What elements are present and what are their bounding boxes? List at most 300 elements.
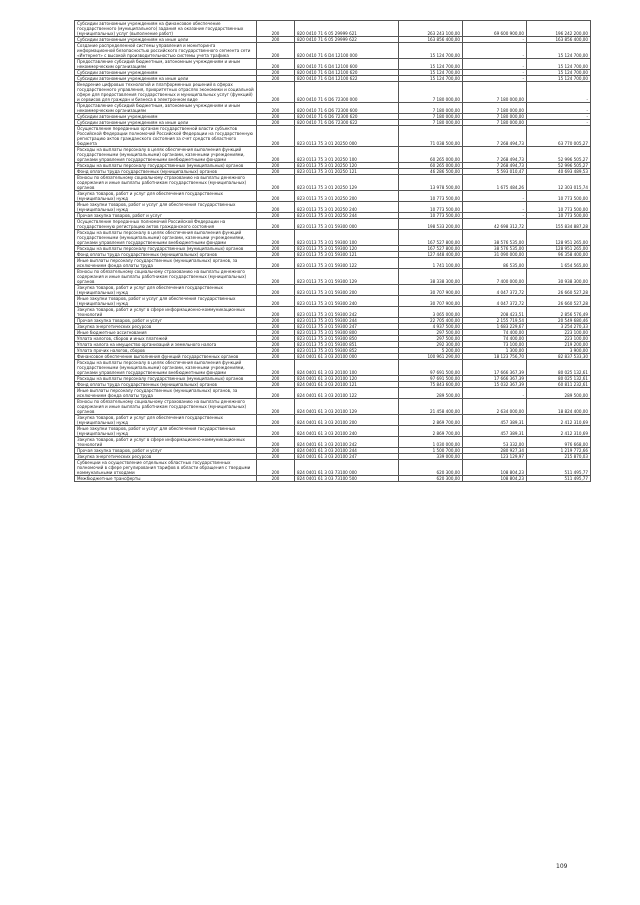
row-code-cell: 200 [257,163,295,169]
table-row [75,476,591,482]
row-name-cell: Осуществление переданных органам государственной власти субъектов Российской Федерации полномочий Российской Федерации на государственную регистрацию актов гражданского состояния за счет средств областного бюджета [75,126,257,147]
row-name-cell: Субсидии автономным учреждениям на иные цели [75,37,257,43]
row-unexecuted-cell: 26 660 527,28 [527,285,591,296]
table-row [75,258,591,269]
row-code-cell: 200 [257,336,295,342]
table-row [75,114,591,120]
row-executed-cell: 17 666 367,39 [463,376,527,382]
table-row [75,296,591,307]
row-name-cell: Межбюджетные трансферты [75,476,257,482]
row-kbk-cell: 824 0401 61 3 03 73100 500 [295,476,399,482]
row-executed-cell: 4 047 372,72 [463,296,527,307]
row-approved-cell: 10 773 500,00 [399,213,463,219]
row-kbk-cell: 824 0401 61 3 03 20100 242 [295,437,399,448]
row-code-cell: 200 [257,454,295,460]
table-row [75,318,591,324]
row-code-cell: 200 [257,258,295,269]
row-unexecuted-cell: 163 856 400,00 [527,37,591,43]
row-unexecuted-cell: 10 773 500,00 [527,213,591,219]
row-name-cell: Прочая закупка товаров, работ и услуг [75,318,257,324]
row-approved-cell: 289 500,00 [399,388,463,399]
row-code-cell: 200 [257,76,295,82]
row-kbk-cell: 820 0410 71 6 D4 12100 000 [295,43,399,59]
row-approved-cell: 2 869 700,00 [399,415,463,426]
row-unexecuted-cell: - [527,82,591,103]
row-executed-cell: 42 698 312,72 [463,219,527,230]
row-approved-cell: 71 038 500,00 [399,126,463,147]
row-unexecuted-cell: 155 834 887,28 [527,219,591,230]
row-unexecuted-cell: 96 358 400,00 [527,252,591,258]
table-row [75,103,591,114]
row-name-cell: Субсидии автономным учреждениям на финансовое обеспечение государственного (муниципального) задания на оказание государственных (муниципальных) услуг (выполнение работ) [75,21,257,37]
row-executed-cell: 7 180 000,00 [463,120,527,126]
row-unexecuted-cell: 223 100,00 [527,330,591,336]
row-code-cell: 200 [257,388,295,399]
row-approved-cell: 1 741 100,00 [399,258,463,269]
row-executed-cell: 69 600 900,00 [463,21,527,37]
row-kbk-cell: 823 0113 75 3 01 59300 121 [295,252,399,258]
row-code-cell: 200 [257,191,295,202]
row-kbk-cell: 823 0113 75 3 01 20250 240 [295,202,399,213]
row-code-cell: 200 [257,120,295,126]
row-name-cell: Закупка энергетических ресурсов [75,454,257,460]
row-code-cell: 200 [257,59,295,70]
row-approved-cell: 620 300,00 [399,476,463,482]
row-executed-cell: - [463,43,527,59]
row-name-cell: Расходы на выплаты персоналу государственных (муниципальных) органов [75,163,257,169]
row-name-cell: Осуществление переданных полномочий Российской Федерации на государственную регистрацию актов гражданского состояния [75,219,257,230]
row-kbk-cell: 823 0113 75 3 01 59300 129 [295,269,399,285]
row-unexecuted-cell: 30 938 300,00 [527,269,591,285]
row-code-cell: 200 [257,399,295,415]
row-executed-cell: - [463,70,527,76]
row-code-cell: 200 [257,103,295,114]
row-kbk-cell: 820 0410 71 6 05 29999 621 [295,21,399,37]
row-kbk-cell: 820 0410 71 6 D6 72300 620 [295,114,399,120]
table-row [75,342,591,348]
row-kbk-cell: 823 0113 75 3 01 59300 240 [295,296,399,307]
table-row [75,230,591,246]
row-kbk-cell: 823 0113 75 3 01 59300 247 [295,324,399,330]
row-name-cell: Субсидии автономным учреждениям [75,114,257,120]
table-row [75,59,591,70]
row-code-cell: 200 [257,43,295,59]
row-approved-cell: 7 180 000,00 [399,114,463,120]
row-executed-cell: 7 180 000,00 [463,82,527,103]
row-executed-cell: 86 535,00 [463,258,527,269]
row-name-cell: Расходы на выплаты персоналу государственных (муниципальных) органов [75,246,257,252]
row-code-cell: 200 [257,219,295,230]
row-code-cell: 200 [257,82,295,103]
row-kbk-cell: 824 0401 61 3 03 20100 247 [295,454,399,460]
row-name-cell: Создание распределенной системы управления и мониторинга информационной безопасностью российского государственного сегмента сети «Интернет» с высокой производительностью системы учета трафика [75,43,257,59]
row-code-cell: 200 [257,126,295,147]
row-kbk-cell: 820 0410 71 6 D4 12100 620 [295,70,399,76]
row-executed-cell: 5 593 010,47 [463,169,527,175]
row-approved-cell: 10 773 500,00 [399,202,463,213]
row-kbk-cell: 820 0410 71 6 D4 12100 622 [295,76,399,82]
row-executed-cell: 74 400,00 [463,330,527,336]
row-executed-cell: 457 389,31 [463,415,527,426]
row-code-cell: 200 [257,437,295,448]
row-name-cell: Иные закупки товаров, работ и услуг для обеспечения государственных (муниципальных) нужд [75,296,257,307]
row-kbk-cell: 823 0113 75 3 01 59300 242 [295,307,399,318]
row-kbk-cell: 824 0401 61 3 03 20100 120 [295,376,399,382]
row-name-cell: Закупка товаров, работ и услуг в сфере информационно-коммуникационных технологий [75,307,257,318]
row-name-cell: Субсидии автономным учреждениям на иные цели [75,76,257,82]
row-executed-cell: 7 268 494,73 [463,126,527,147]
row-code-cell: 200 [257,269,295,285]
row-unexecuted-cell: 215 870,03 [527,454,591,460]
row-unexecuted-cell: 20 549 680,46 [527,318,591,324]
row-name-cell: Закупка товаров, работ и услуг в сфере информационно-коммуникационных технологий [75,437,257,448]
row-unexecuted-cell: 12 303 015,74 [527,175,591,191]
budget-table-body [75,21,591,482]
row-code-cell: 200 [257,342,295,348]
row-executed-cell: 1 683 229,67 [463,324,527,330]
row-executed-cell: 108 804,23 [463,460,527,476]
row-code-cell: 200 [257,37,295,43]
row-executed-cell: 38 576 535,00 [463,246,527,252]
row-unexecuted-cell: 10 773 500,00 [527,191,591,202]
row-approved-cell: 620 300,00 [399,460,463,476]
row-unexecuted-cell: 128 951 265,00 [527,230,591,246]
table-row [75,307,591,318]
row-unexecuted-cell: 26 660 527,28 [527,296,591,307]
row-approved-cell: 167 527 800,00 [399,246,463,252]
row-code-cell: 200 [257,147,295,163]
row-name-cell: Расходы на выплаты персоналу в целях обеспечения выполнения функций государственными (муниципальными) органами, казенными учреждениями, органами управления государственными внебюджетными фондами [75,147,257,163]
row-kbk-cell: 823 0113 75 3 01 59300 200 [295,285,399,296]
row-executed-cell: - [463,59,527,70]
row-unexecuted-cell: 15 124 700,00 [527,76,591,82]
row-unexecuted-cell: 511 495,77 [527,476,591,482]
row-kbk-cell: 823 0113 75 3 01 20250 129 [295,175,399,191]
row-executed-cell: - [463,191,527,202]
table-row [75,399,591,415]
row-approved-cell: 7 180 000,00 [399,82,463,103]
row-executed-cell: 280 927,34 [463,448,527,454]
row-name-cell: Иные бюджетные ассигнования [75,330,257,336]
row-unexecuted-cell: 2 412 310,69 [527,426,591,437]
row-executed-cell: 15 032 367,39 [463,382,527,388]
row-kbk-cell: 823 0113 75 3 01 59300 852 [295,348,399,354]
row-name-cell: Расходы на выплаты персоналу в целях обеспечения выполнения функций государственными (муниципальными) органами, казенными учреждениями, органами управления государственными внебюджетными фондами [75,230,257,246]
row-unexecuted-cell: 1 654 565,00 [527,258,591,269]
row-approved-cell: 7 180 000,00 [399,120,463,126]
table-row [75,175,591,191]
row-executed-cell: 7 268 494,73 [463,147,527,163]
row-unexecuted-cell: 1 219 772,66 [527,448,591,454]
row-code-cell: 200 [257,415,295,426]
row-kbk-cell: 820 0410 71 6 D6 72300 000 [295,82,399,103]
row-code-cell: 200 [257,252,295,258]
row-executed-cell: 1 675 484,26 [463,175,527,191]
table-row [75,285,591,296]
row-unexecuted-cell: 60 811 232,61 [527,382,591,388]
row-unexecuted-cell: 3 254 270,33 [527,324,591,330]
row-executed-cell: 7 180 000,00 [463,103,527,114]
row-kbk-cell: 823 0113 75 3 01 59300 122 [295,258,399,269]
table-row [75,191,591,202]
table-row [75,163,591,169]
row-code-cell: 200 [257,70,295,76]
row-kbk-cell: 823 0113 75 3 01 59300 850 [295,336,399,342]
row-name-cell: Закупка энергетических ресурсов [75,324,257,330]
row-code-cell: 200 [257,307,295,318]
row-code-cell: 200 [257,296,295,307]
row-executed-cell: 457 389,31 [463,426,527,437]
row-name-cell: Субвенции на осуществление отдельных областных государственных полномочий в сфере регулирования тарифов в области обращения с твердыми коммунальными отходами [75,460,257,476]
row-name-cell: Уплата налогов, сборов и иных платежей [75,336,257,342]
row-name-cell: Фонд оплаты труда государственных (муниципальных) органов [75,252,257,258]
row-kbk-cell: 823 0113 75 3 01 59300 851 [295,342,399,348]
row-kbk-cell: 820 0410 71 6 D4 12100 600 [295,59,399,70]
row-approved-cell: 10 773 500,00 [399,191,463,202]
row-unexecuted-cell: 82 837 533,30 [527,354,591,360]
row-name-cell: Иные выплаты персоналу государственных (муниципальных) органов, за исключением фонда оплаты труда [75,388,257,399]
row-code-cell: 200 [257,246,295,252]
row-code-cell: 200 [257,114,295,120]
row-kbk-cell: 823 0113 75 3 01 20250 121 [295,169,399,175]
row-kbk-cell: 823 0113 75 3 01 20250 244 [295,213,399,219]
row-code-cell: 200 [257,376,295,382]
row-name-cell: Закупка товаров, работ и услуг для обеспечения государственных (муниципальных) нужд [75,285,257,296]
row-executed-cell: 108 804,23 [463,476,527,482]
row-code-cell: 200 [257,460,295,476]
row-executed-cell: - [463,37,527,43]
row-unexecuted-cell: 976 668,00 [527,437,591,448]
row-kbk-cell: 824 0401 61 3 03 20100 000 [295,354,399,360]
page-number: 109 [556,863,568,870]
row-unexecuted-cell: 52 996 505,27 [527,147,591,163]
row-kbk-cell: 824 0401 61 3 03 20100 200 [295,415,399,426]
row-executed-cell: 53 332,00 [463,437,527,448]
table-row [75,448,591,454]
table-row [75,219,591,230]
row-unexecuted-cell: 80 025 132,61 [527,360,591,376]
row-approved-cell: 97 691 500,00 [399,360,463,376]
row-unexecuted-cell: 15 124 700,00 [527,43,591,59]
row-name-cell: Закупка товаров, работ и услуг для обеспечения государственных (муниципальных) нужд [75,415,257,426]
row-name-cell: Иные закупки товаров, работ и услуг для обеспечения государственных (муниципальных) нужд [75,202,257,213]
row-approved-cell: 100 961 290,00 [399,354,463,360]
row-code-cell: 200 [257,324,295,330]
table-row [75,252,591,258]
row-unexecuted-cell: - [527,114,591,120]
table-row [75,388,591,399]
table-row [75,354,591,360]
row-approved-cell: 21 458 400,00 [399,399,463,415]
row-executed-cell: 7 268 494,73 [463,163,527,169]
table-row [75,21,591,37]
row-approved-cell: 15 124 700,00 [399,43,463,59]
table-row [75,169,591,175]
row-kbk-cell: 823 0113 75 3 01 59300 244 [295,318,399,324]
row-unexecuted-cell: 10 773 500,00 [527,202,591,213]
row-approved-cell: 60 265 000,00 [399,147,463,163]
row-kbk-cell: 824 0401 61 3 03 20100 122 [295,388,399,399]
row-approved-cell: 127 448 400,00 [399,252,463,258]
row-approved-cell: 4 937 500,00 [399,324,463,330]
table-row [75,460,591,476]
row-kbk-cell: 824 0401 61 3 03 20100 244 [295,448,399,454]
row-kbk-cell: 820 0410 71 6 D6 72300 622 [295,120,399,126]
row-name-cell: Уплата прочих налогов, сборов [75,348,257,354]
row-approved-cell: 15 124 700,00 [399,59,463,70]
row-executed-cell: 1 300,00 [463,348,527,354]
row-approved-cell: 38 338 300,00 [399,269,463,285]
row-unexecuted-cell: 196 242 200,00 [527,21,591,37]
row-unexecuted-cell: 2 412 310,69 [527,415,591,426]
row-code-cell: 200 [257,230,295,246]
row-unexecuted-cell: - [527,120,591,126]
row-kbk-cell: 823 0113 75 3 01 20250 120 [295,163,399,169]
row-approved-cell: 60 265 000,00 [399,163,463,169]
table-row [75,269,591,285]
row-code-cell: 200 [257,382,295,388]
row-code-cell: 200 [257,285,295,296]
table-row [75,376,591,382]
row-kbk-cell: 820 0410 71 6 05 29999 622 [295,37,399,43]
row-executed-cell: 73 100,00 [463,342,527,348]
row-unexecuted-cell: 219 200,00 [527,342,591,348]
row-code-cell: 200 [257,426,295,437]
table-row [75,126,591,147]
row-code-cell: 200 [257,354,295,360]
row-approved-cell: 198 533 200,00 [399,219,463,230]
row-approved-cell: 1 500 700,00 [399,448,463,454]
row-approved-cell: 97 691 500,00 [399,376,463,382]
row-approved-cell: 3 065 000,00 [399,307,463,318]
row-unexecuted-cell: 40 693 489,53 [527,169,591,175]
row-approved-cell: 7 180 000,00 [399,103,463,114]
table-row [75,43,591,59]
row-approved-cell: 15 124 700,00 [399,76,463,82]
row-unexecuted-cell: 63 770 005,27 [527,126,591,147]
row-kbk-cell: 824 0401 61 3 03 20100 129 [295,399,399,415]
row-executed-cell: 17 666 367,39 [463,360,527,376]
row-kbk-cell: 823 0113 75 3 01 59300 800 [295,330,399,336]
row-kbk-cell: 823 0113 75 3 01 20250 200 [295,191,399,202]
row-unexecuted-cell: 289 500,00 [527,388,591,399]
row-name-cell: Взносы по обязательному социальному страхованию на выплаты денежного содержания и иные выплаты работникам государственных (муниципальных) органов [75,399,257,415]
table-row [75,120,591,126]
row-code-cell: 200 [257,360,295,376]
row-executed-cell: 123 129,97 [463,454,527,460]
row-executed-cell: 18 123 756,70 [463,354,527,360]
row-kbk-cell: 823 0113 75 3 01 59300 000 [295,219,399,230]
row-approved-cell: 5 200,00 [399,348,463,354]
table-row [75,202,591,213]
table-row [75,415,591,426]
row-name-cell: Предоставление субсидий бюджетным, автономным учреждениям и иным некоммерческим организациям [75,103,257,114]
row-name-cell: Внедрение цифровых технологий и платформенных решений в сферах государственного управления, приоритетных отраслях экономики и социальной сфере для предоставления государственных и муниципальных услуг (функций) и сервисов для граждан и бизнеса в электронном виде [75,82,257,103]
row-unexecuted-cell: 511 495,77 [527,460,591,476]
row-unexecuted-cell: 18 824 400,00 [527,399,591,415]
row-unexecuted-cell: 80 025 132,61 [527,376,591,382]
row-unexecuted-cell: 15 124 700,00 [527,59,591,70]
row-name-cell: Прочая закупка товаров, работ и услуг [75,448,257,454]
row-name-cell: Уплата налога на имущество организаций и земельного налога [75,342,257,348]
row-executed-cell: 208 423,51 [463,307,527,318]
row-executed-cell: - [463,202,527,213]
row-kbk-cell: 824 0401 61 3 03 20100 121 [295,382,399,388]
row-approved-cell: 297 500,00 [399,336,463,342]
row-name-cell: Предоставление субсидий бюджетным, автономным учреждениям и иным некоммерческим организациям [75,59,257,70]
row-name-cell: Фонд оплаты труда государственных (муниципальных) органов [75,382,257,388]
row-executed-cell: 38 576 535,00 [463,230,527,246]
row-name-cell: Иные выплаты персоналу государственных (муниципальных) органов, за исключением фонда оплаты труда [75,258,257,269]
row-unexecuted-cell: 15 124 700,00 [527,70,591,76]
row-kbk-cell: 823 0113 75 3 01 59300 100 [295,230,399,246]
row-unexecuted-cell: 2 856 576,49 [527,307,591,318]
row-executed-cell: 7 180 000,00 [463,114,527,120]
row-name-cell: Расходы на выплаты персоналу в целях обеспечения выполнения функций государственными (муниципальными) органами, казенными учреждениями, органами управления государственными внебюджетными фондами [75,360,257,376]
row-code-cell: 200 [257,21,295,37]
table-row [75,147,591,163]
row-code-cell: 200 [257,330,295,336]
row-approved-cell: 46 286 500,00 [399,169,463,175]
table-row [75,382,591,388]
row-code-cell: 200 [257,213,295,219]
row-approved-cell: 2 869 700,00 [399,426,463,437]
row-kbk-cell: 824 0401 61 3 03 73100 000 [295,460,399,476]
row-name-cell: Финансовое обеспечение выполнения функций государственных органов [75,354,257,360]
row-approved-cell: 167 527 800,00 [399,230,463,246]
row-kbk-cell: 824 0401 61 3 03 20100 240 [295,426,399,437]
row-name-cell: Взносы по обязательному социальному страхованию на выплаты денежного содержания и иные выплаты работникам государственных (муниципальных) органов [75,269,257,285]
row-approved-cell: 30 707 900,00 [399,296,463,307]
row-kbk-cell: 823 0113 75 3 01 20250 100 [295,147,399,163]
row-executed-cell: - [463,213,527,219]
row-executed-cell: 4 047 372,72 [463,285,527,296]
row-approved-cell: 263 243 100,00 [399,21,463,37]
table-row [75,246,591,252]
row-executed-cell: - [463,76,527,82]
row-approved-cell: 339 000,00 [399,454,463,460]
table-row [75,426,591,437]
row-name-cell: Прочая закупка товаров, работ и услуг [75,213,257,219]
row-approved-cell: 75 843 600,00 [399,382,463,388]
row-approved-cell: 30 707 900,00 [399,285,463,296]
row-kbk-cell: 820 0410 71 6 D6 72300 600 [295,103,399,114]
row-name-cell: Расходы на выплаты персоналу государственных (муниципальных) органов [75,376,257,382]
row-approved-cell: 22 705 400,00 [399,318,463,324]
row-name-cell: Взносы по обязательному социальному страхованию на выплаты денежного содержания и иные выплаты работникам государственных (муниципальных) органов [75,175,257,191]
row-approved-cell: 1 030 000,00 [399,437,463,448]
row-approved-cell: 13 978 500,00 [399,175,463,191]
row-executed-cell: 74 400,00 [463,336,527,342]
row-approved-cell: 297 500,00 [399,330,463,336]
table-row [75,336,591,342]
row-approved-cell: 292 300,00 [399,342,463,348]
row-executed-cell: 2 634 000,00 [463,399,527,415]
row-kbk-cell: 823 0113 75 3 01 20250 000 [295,126,399,147]
row-code-cell: 200 [257,175,295,191]
table-row [75,437,591,448]
row-executed-cell: 7 400 000,00 [463,269,527,285]
row-code-cell: 200 [257,202,295,213]
row-unexecuted-cell: 128 951 265,00 [527,246,591,252]
row-unexecuted-cell: 223 100,00 [527,336,591,342]
row-approved-cell: 163 856 400,00 [399,37,463,43]
row-executed-cell: 31 090 000,00 [463,252,527,258]
row-approved-cell: 15 124 700,00 [399,70,463,76]
row-name-cell: Субсидии автономным учреждениям на иные цели [75,120,257,126]
row-code-cell: 200 [257,348,295,354]
row-code-cell: 200 [257,318,295,324]
